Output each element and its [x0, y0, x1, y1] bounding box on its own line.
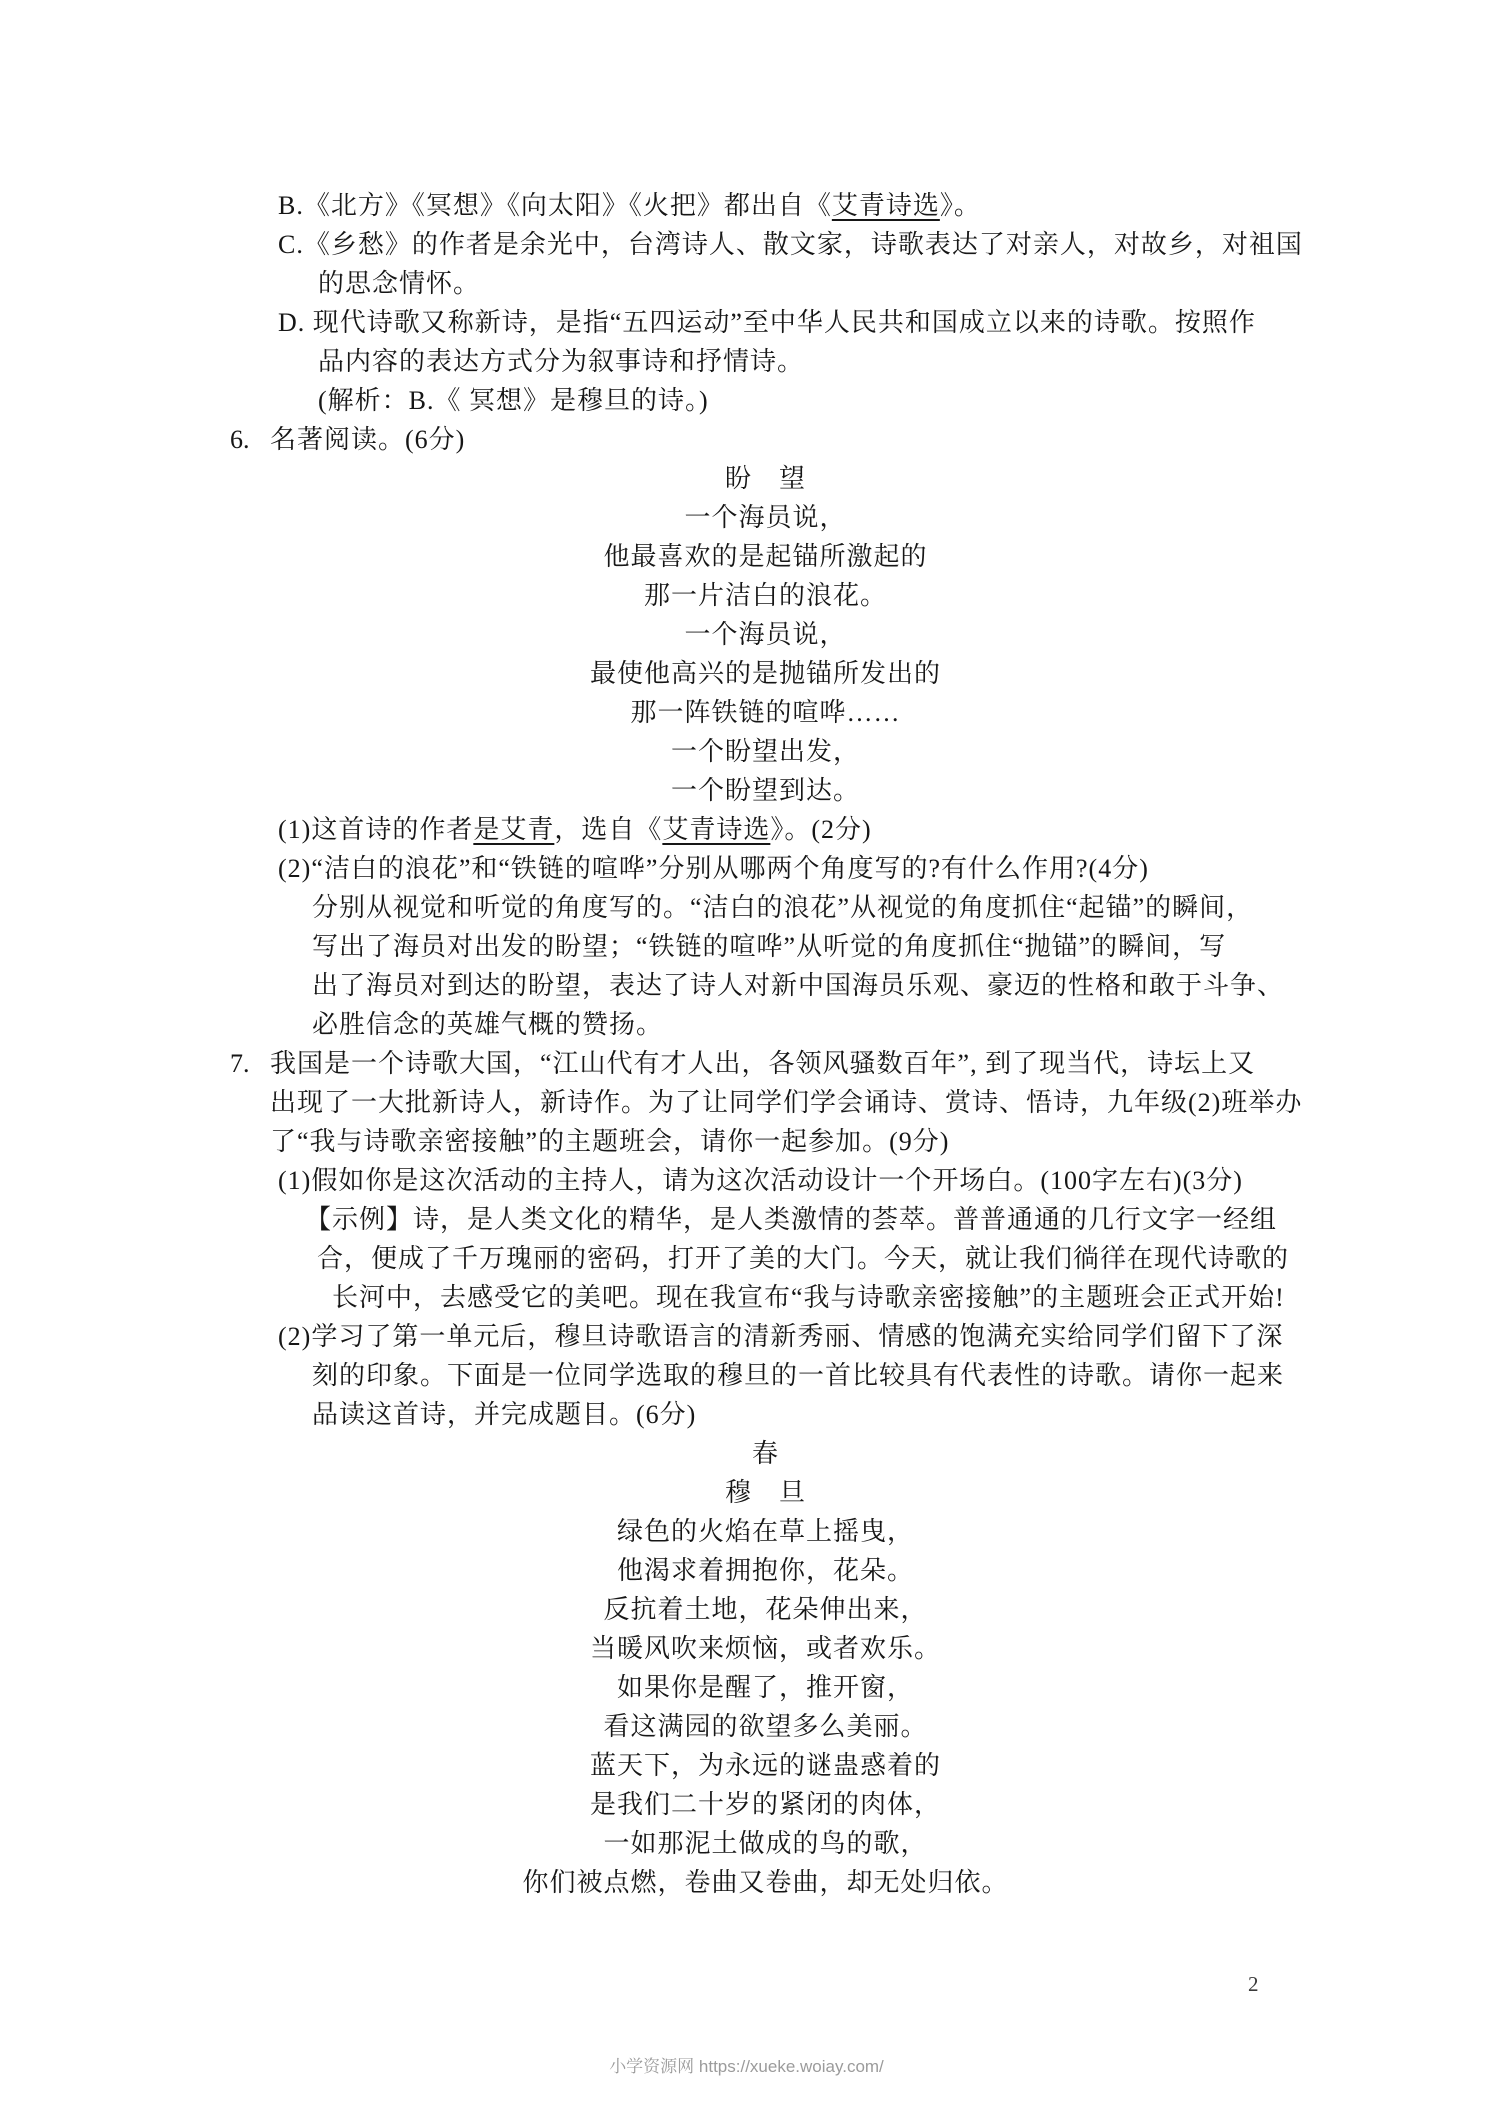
text-span: 的思念情怀。 [318, 269, 481, 298]
q7-sub1 [278, 1161, 1493, 1200]
poem2-line [0, 1512, 1493, 1551]
question-7-cont [270, 1122, 1493, 1161]
poem2-line [0, 1824, 1493, 1863]
text-span: 一如那泥土做成的鸟的歌， [603, 1829, 928, 1858]
q7-sub2 [278, 1317, 1493, 1356]
q7-sub2-cont [312, 1356, 1493, 1395]
q6-answer-line [312, 888, 1493, 927]
option-b [278, 186, 1493, 225]
question-number: 6. [230, 425, 250, 454]
question-7-cont [270, 1083, 1493, 1122]
text-span: 他渴求着拥抱你，花朵。 [616, 1556, 914, 1585]
text-span: 刻的印象。下面是一位同学选取的穆旦的一首比较具有代表性的诗歌。请你一起来 [312, 1361, 1285, 1390]
poem1-line [0, 537, 1493, 576]
text-span: 绿色的火焰在草上摇曳， [616, 1517, 914, 1546]
q6-sub1 [278, 810, 1493, 849]
text-span: 如果你是醒了，推开窗， [616, 1673, 914, 1702]
q7-example-line [317, 1239, 1493, 1278]
text-span: 春 [751, 1439, 779, 1468]
q6-answer-line [312, 927, 1493, 966]
text-span: 一个盼望出发， [670, 737, 860, 766]
poem1-line [0, 693, 1493, 732]
poem2-line [0, 1746, 1493, 1785]
text-span: 那一片洁白的浪花。 [643, 581, 887, 610]
text-span: 出现了一大批新诗人，新诗作。为了让同学们学会诵诗、赏诗、悟诗，九年级(2)班举办 [270, 1088, 1303, 1117]
question-7 [230, 1044, 1493, 1083]
text-span: 穆 旦 [724, 1478, 806, 1507]
poem2-line [0, 1785, 1493, 1824]
text-span: 盼 望 [724, 464, 806, 493]
poem1-line [0, 732, 1493, 771]
text-span: 反抗着土地，花朵伸出来， [603, 1595, 928, 1624]
option-d-cont [318, 342, 1493, 381]
text-span: D. 现代诗歌又称新诗，是指“五四运动”至中华人民共和国成立以来的诗歌。按照作 [278, 308, 1256, 337]
text-span: (1)假如你是这次活动的主持人，请为这次活动设计一个开场白。(100字左右)(3分) [278, 1166, 1243, 1195]
poem1-line [0, 498, 1493, 537]
text-span: 长河中，去感受它的美吧。现在我宣布“我与诗歌亲密接触”的主题班会正式开始! [332, 1283, 1285, 1312]
option-c [278, 225, 1493, 264]
text-span: (2)“洁白的浪花”和“铁链的喧哗”分别从哪两个角度写的?有什么作用?(4分) [278, 854, 1149, 883]
underlined-answer: 是艾青 [473, 815, 555, 844]
text-span: 必胜信念的英雄气概的赞扬。 [312, 1010, 664, 1039]
poem1-line [0, 771, 1493, 810]
text-span: 》。(2分) [770, 815, 872, 844]
poem1-title [0, 459, 1493, 498]
text-span: 写出了海员对出发的盼望；“铁链的喧哗”从听觉的角度抓住“抛锚”的瞬间，写 [312, 932, 1227, 961]
option-d [278, 303, 1493, 342]
text-span: 分别从视觉和听觉的角度写的。“洁白的浪花”从视觉的角度抓住“起锚”的瞬间， [312, 893, 1254, 922]
text-span: 那一阵铁链的喧哗…… [630, 698, 901, 727]
footer-watermark-link[interactable]: 小学资源网 https://xueke.woiay.com/ [609, 2057, 884, 2076]
q7-sub2-cont [312, 1395, 1493, 1434]
poem2-line [0, 1863, 1493, 1902]
text-span: 品读这首诗，并完成题目。(6分) [312, 1400, 697, 1429]
text-span: 了“我与诗歌亲密接触”的主题班会，请你一起参加。(9分) [270, 1127, 950, 1156]
text-span: C.《乡愁》的作者是余光中，台湾诗人、散文家，诗歌表达了对亲人，对故乡，对祖国 [278, 230, 1303, 259]
text-span: 他最喜欢的是起锚所激起的 [603, 542, 928, 571]
poem2-line [0, 1707, 1493, 1746]
text-span: 品内容的表达方式分为叙事诗和抒情诗。 [318, 347, 805, 376]
text-span: 我国是一个诗歌大国，“江山代有才人出，各领风骚数百年”, 到了现当代，诗坛上又 [270, 1049, 1256, 1078]
poem2-line [0, 1590, 1493, 1629]
text-span: 一个海员说， [684, 620, 847, 649]
text-span: 你们被点燃，卷曲又卷曲，却无处归依。 [522, 1868, 1009, 1897]
poem1-line [0, 615, 1493, 654]
q7-example-line [332, 1278, 1493, 1317]
poem1-line [0, 654, 1493, 693]
exam-content [0, 186, 1493, 1902]
text-span: 一个海员说， [684, 503, 847, 532]
question-6 [230, 420, 1493, 459]
q6-answer-line [312, 1005, 1493, 1044]
text-span: 最使他高兴的是抛锚所发出的 [589, 659, 941, 688]
q7-example-line [305, 1200, 1493, 1239]
text-span: 【示例】诗，是人类文化的精华，是人类激情的荟萃。普普通通的几行文字一经组 [305, 1205, 1278, 1234]
text-span: (2)学习了第一单元后，穆旦诗歌语言的清新秀丽、情感的饱满充实给同学们留下了深 [278, 1322, 1284, 1351]
text-span: 名著阅读。(6分) [270, 425, 466, 454]
text-span: 》。 [939, 191, 981, 220]
text-span: 合，便成了千万瑰丽的密码，打开了美的大门。今天，就让我们徜徉在现代诗歌的 [317, 1244, 1290, 1273]
text-span: 蓝天下，为永远的谜蛊惑着的 [589, 1751, 941, 1780]
text-span: (解析：B.《 冥想》是穆旦的诗。) [318, 386, 709, 415]
text-span: 当暖风吹来烦恼，或者欢乐。 [589, 1634, 941, 1663]
poem2-title [0, 1434, 1493, 1473]
text-span: 一个盼望到达。 [670, 776, 860, 805]
text-span: 看这满园的欲望多么美丽。 [603, 1712, 928, 1741]
option-c-cont [318, 264, 1493, 303]
text-span: 出了海员对到达的盼望，表达了诗人对新中国海员乐观、豪迈的性格和敢于斗争、 [312, 971, 1285, 1000]
analysis-note [318, 381, 1493, 420]
q6-sub2 [278, 849, 1493, 888]
poem1-line [0, 576, 1493, 615]
poem2-line [0, 1551, 1493, 1590]
text-span: 是我们二十岁的紧闭的肉体， [589, 1790, 941, 1819]
underlined-answer: 艾青诗选 [662, 815, 771, 844]
question-number: 7. [230, 1049, 250, 1078]
text-span: B.《北方》《冥想》《向太阳》《火把》都出自《 [278, 191, 832, 220]
q6-answer-line [312, 966, 1493, 1005]
poem2-author [0, 1473, 1493, 1512]
page-number: 2 [1248, 1972, 1259, 1996]
poem2-line [0, 1629, 1493, 1668]
text-span: ，选自《 [554, 815, 663, 844]
underlined-answer: 艾青诗选 [831, 191, 940, 220]
text-span: (1)这首诗的作者 [278, 815, 474, 844]
poem2-line [0, 1668, 1493, 1707]
